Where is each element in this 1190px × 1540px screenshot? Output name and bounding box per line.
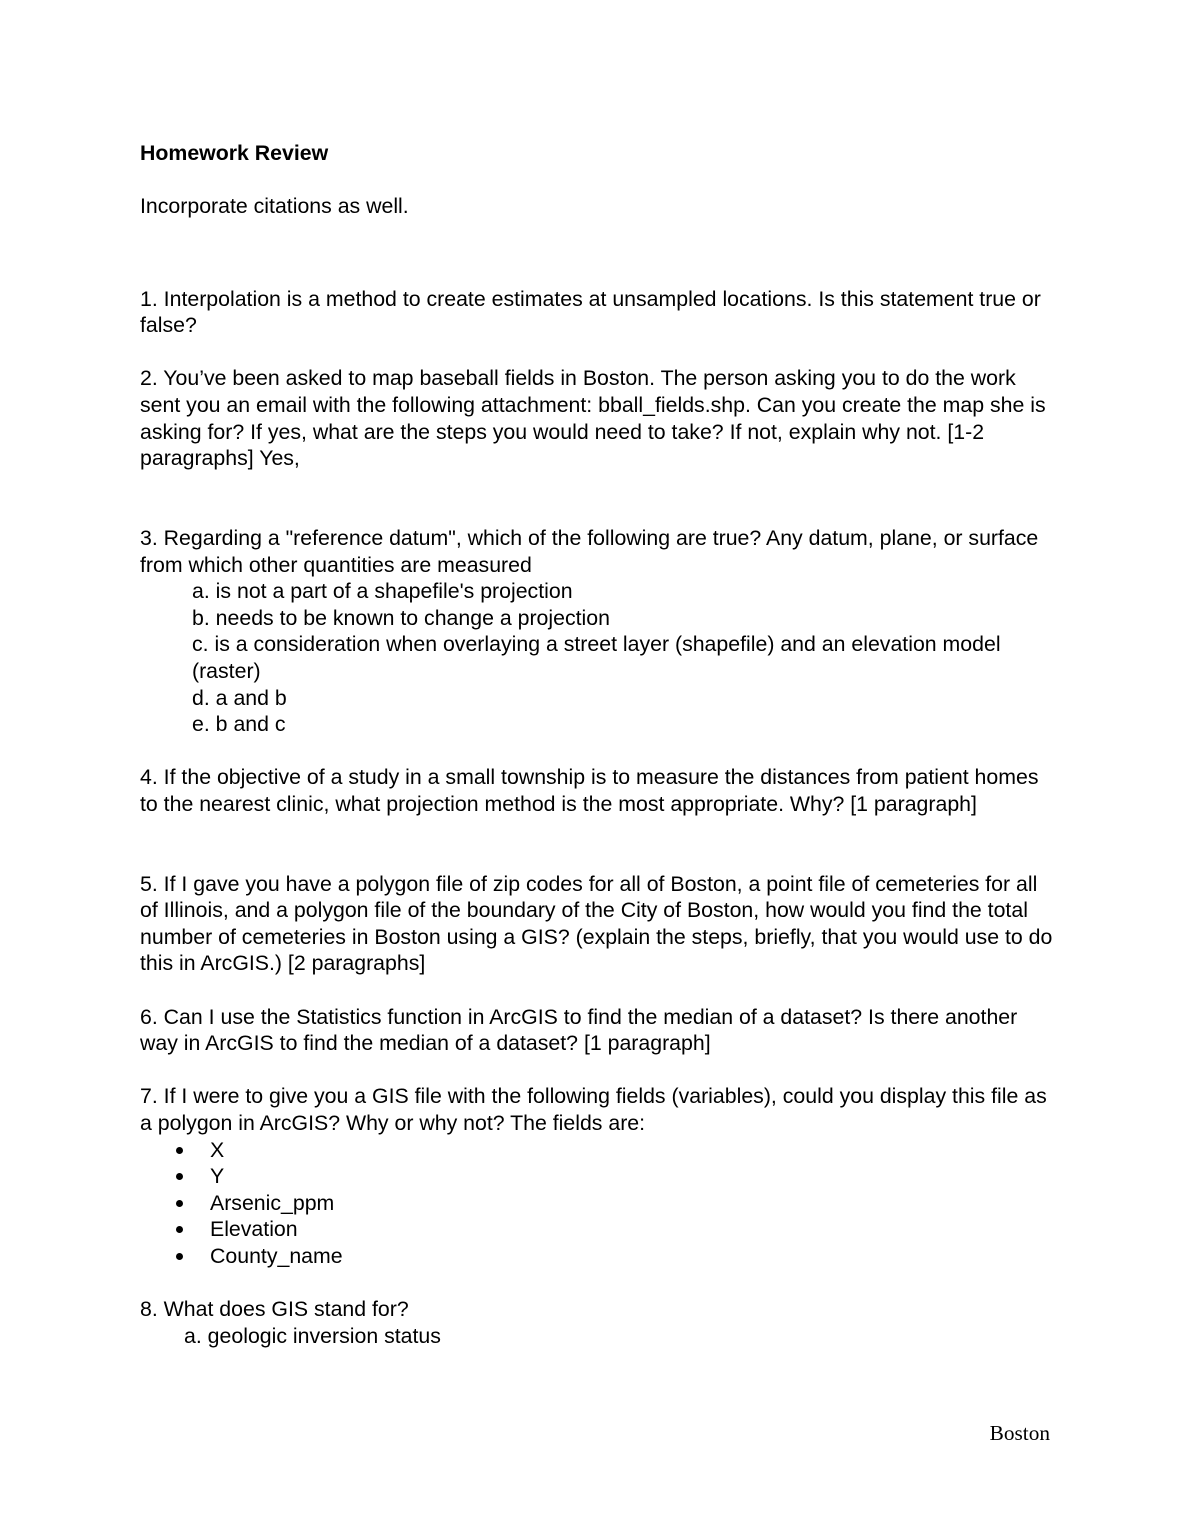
list-item: [140, 1243, 1055, 1270]
question-3: 3. Regarding a "reference datum", which of the following are true? Any datum, plane, or surface from which other quantities are measured: [140, 525, 1039, 577]
bullet-icon: [176, 1200, 183, 1207]
bullet-icon: [176, 1147, 183, 1154]
document-body: [140, 138, 1055, 1349]
field-county: County_name: [210, 1243, 343, 1268]
question-8-option-a: a. geologic inversion status: [184, 1323, 441, 1348]
question-7-fields: [140, 1137, 1055, 1270]
list-item: [140, 1163, 1055, 1190]
question-6: 6. Can I use the Statistics function in ArcGIS to find the median of a dataset? Is there another way in ArcGIS to find the median of a dataset? [1 paragraph]: [140, 1004, 1018, 1056]
bullet-icon: [176, 1173, 183, 1180]
question-3-options: [140, 578, 1055, 738]
question-8-options: [140, 1323, 1055, 1350]
field-elevation: Elevation: [210, 1217, 298, 1242]
field-x: X: [210, 1137, 225, 1162]
list-item: [140, 1137, 1055, 1164]
list-item: [140, 1216, 1055, 1243]
question-5: 5. If I gave you have a polygon file of zip codes for all of Boston, a point file of cemeteries for all of Illinois, and a polygon file of the boundary of the City of Boston, how would you find the total number of cemeteries in Boston using a GIS? (explain the steps, briefly, that you would use to do this in ArcGIS.) [2 paragraphs]: [140, 871, 1053, 976]
question-1: 1. Interpolation is a method to create estimates at unsampled locations. Is this statement true or false?: [140, 286, 1041, 338]
field-y: Y: [210, 1164, 225, 1189]
page-footer: Boston: [989, 1421, 1050, 1445]
question-8: 8. What does GIS stand for?: [140, 1297, 409, 1322]
list-item: [140, 1190, 1055, 1217]
question-3-option-a: a. is not a part of a shapefile's projection: [192, 579, 573, 604]
question-7: 7. If I were to give you a GIS file with the following fields (variables), could you display this file as a polygon in ArcGIS? Why or why not? The fields are:: [140, 1084, 1047, 1135]
question-3-option-d: d. a and b: [192, 685, 287, 710]
question-3-option-b: b. needs to be known to change a projection: [192, 605, 610, 630]
bullet-icon: [176, 1226, 183, 1233]
question-4: 4. If the objective of a study in a small township is to measure the distances from patient homes to the nearest clinic, what projection method is the most appropriate. Why? [1 paragraph]: [140, 765, 1039, 816]
bullet-icon: [176, 1253, 183, 1260]
question-3-option-e: e. b and c: [192, 712, 286, 737]
question-2: 2. You’ve been asked to map baseball fields in Boston. The person asking you to do the work sent you an email with the following attachment: bball_fields.shp. Can you create the map she is asking for? If yes, what are the steps you would need to take? If not, explain why not. [1-2 paragraphs] Yes,: [140, 366, 1046, 471]
field-arsenic: Arsenic_ppm: [210, 1190, 335, 1215]
page-title: Homework Review: [140, 141, 329, 165]
question-3-option-c: c. is a consideration when overlaying a street layer (shapefile) and an elevation model (raster): [192, 632, 1001, 683]
intro-text: Incorporate citations as well.: [140, 194, 409, 218]
